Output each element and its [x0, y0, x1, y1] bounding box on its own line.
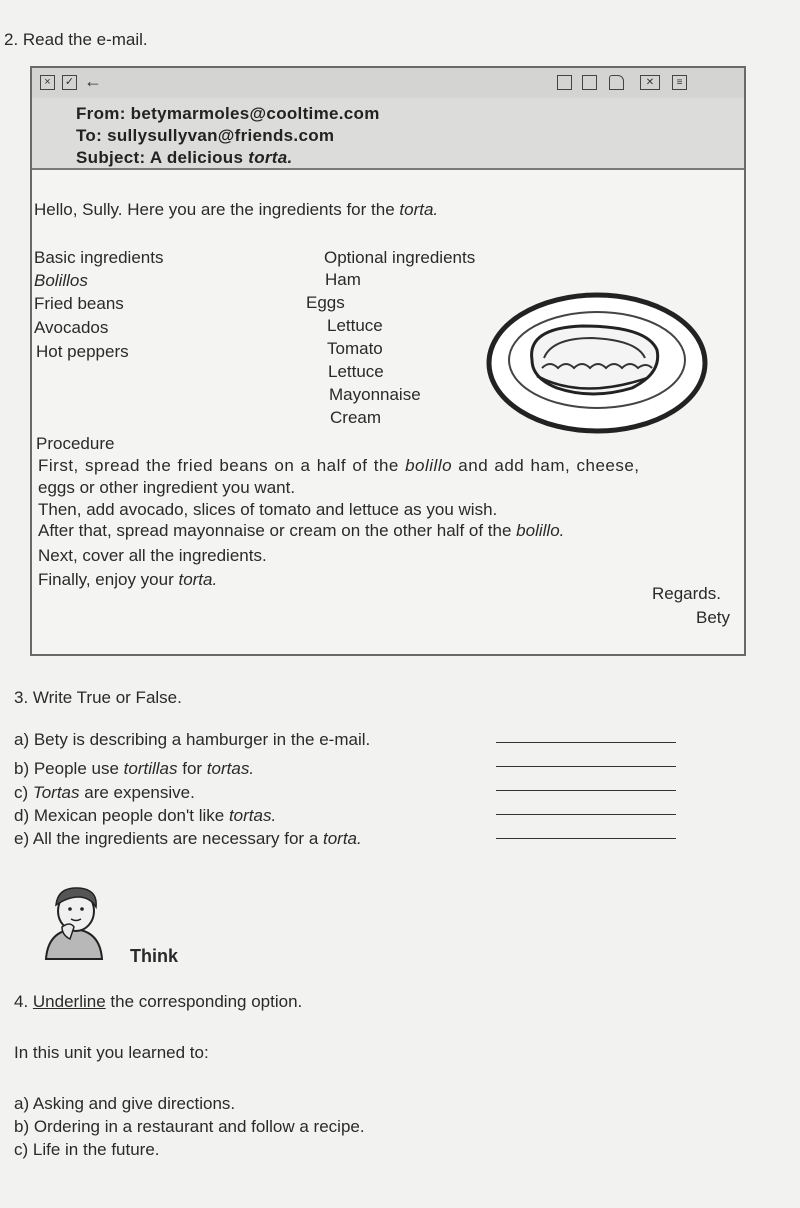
back-arrow-icon[interactable]: ← — [84, 71, 102, 91]
basic-ingredient-item: Avocados — [34, 318, 109, 337]
close-icon[interactable]: × — [40, 75, 55, 90]
email-from: From: betymarmoles@cooltime.com — [76, 104, 380, 123]
procedure-line: Then, add avocado, slices of tomato and lettuce as you wish. — [38, 500, 498, 519]
basic-ingredient-item: Fried beans — [34, 294, 124, 313]
procedure-line: After that, spread mayonnaise or cream on the other half of the bolillo. — [38, 521, 565, 540]
mail-icon[interactable]: ✕ — [640, 75, 660, 90]
option-item[interactable]: c) Life in the future. — [14, 1140, 160, 1159]
true-false-item: c) Tortas are expensive. — [14, 783, 195, 802]
section-2-heading: 2. Read the e-mail. — [4, 30, 148, 49]
basic-ingredients-heading: Basic ingredients — [34, 248, 164, 267]
section-4-intro: In this unit you learned to: — [14, 1043, 209, 1062]
checkbox-icon[interactable]: ✓ — [62, 75, 77, 90]
email-regards: Regards. — [652, 584, 721, 603]
optional-ingredient-item: Eggs — [306, 293, 345, 312]
email-window — [30, 66, 746, 656]
basic-ingredient-item: Bolillos — [34, 271, 88, 290]
optional-ingredients-heading: Optional ingredients — [324, 248, 476, 267]
section-4-heading: 4. Underline the corresponding option. — [14, 992, 303, 1011]
true-false-item: d) Mexican people don't like tortas. — [14, 806, 277, 825]
optional-ingredient-item: Lettuce — [328, 362, 384, 381]
answer-line[interactable] — [496, 838, 676, 839]
folder-icon[interactable] — [609, 75, 624, 90]
section-3-heading: 3. Write True or False. — [14, 688, 182, 707]
window-icon[interactable] — [557, 75, 572, 90]
thinking-boy-icon — [40, 883, 110, 961]
optional-ingredient-item: Ham — [325, 270, 361, 289]
answer-line[interactable] — [496, 814, 676, 815]
true-false-item: e) All the ingredients are necessary for a torta. — [14, 829, 362, 848]
procedure-heading: Procedure — [36, 434, 115, 453]
email-header — [32, 98, 744, 170]
procedure-line: eggs or other ingredient you want. — [38, 478, 296, 497]
email-subject: Subject: A delicious torta. — [76, 148, 293, 167]
email-signature: Bety — [696, 608, 731, 627]
true-false-item: b) People use tortillas for tortas. — [14, 759, 255, 778]
optional-ingredient-item: Tomato — [327, 339, 383, 358]
email-toolbar — [32, 68, 744, 99]
procedure-line: Next, cover all the ingredients. — [38, 546, 267, 565]
email-to: To: sullysullyvan@friends.com — [76, 126, 335, 145]
email-greeting: Hello, Sully. Here you are the ingredients for the torta. — [34, 200, 439, 219]
procedure-line: First, spread the fried beans on a half of the bolillo and add ham, cheese, — [38, 456, 640, 475]
think-label: Think — [130, 946, 178, 966]
option-item[interactable]: b) Ordering in a restaurant and follow a recipe. — [14, 1117, 365, 1136]
menu-icon[interactable]: ≡ — [672, 75, 687, 90]
answer-line[interactable] — [496, 790, 676, 791]
answer-line[interactable] — [496, 742, 676, 743]
save-icon[interactable] — [582, 75, 597, 90]
optional-ingredient-item: Cream — [330, 408, 382, 427]
optional-ingredient-item: Lettuce — [327, 316, 383, 335]
torta-illustration — [482, 288, 712, 438]
true-false-item: a) Bety is describing a hamburger in the e-mail. — [14, 730, 371, 749]
option-item[interactable]: a) Asking and give directions. — [14, 1094, 236, 1113]
basic-ingredient-item: Hot peppers — [36, 342, 129, 361]
answer-line[interactable] — [496, 766, 676, 767]
optional-ingredient-item: Mayonnaise — [329, 385, 421, 404]
procedure-line: Finally, enjoy your torta. — [38, 570, 218, 589]
